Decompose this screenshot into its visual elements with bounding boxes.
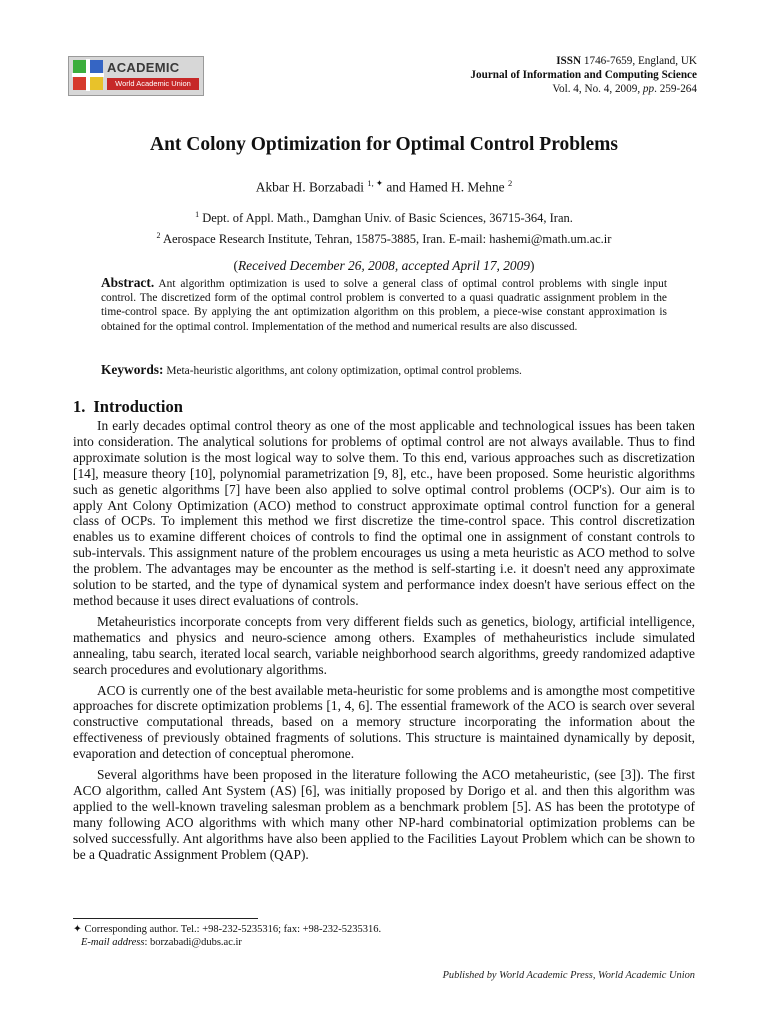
received-open-paren: (	[233, 258, 238, 273]
journal-name: Journal of Information and Computing Science	[470, 69, 697, 81]
footnote-text: Corresponding author. Tel.: +98-232-5235316; fax: +98-232-5235316.	[81, 924, 382, 935]
pages-label: pp	[642, 83, 655, 95]
email-address: borzabadi@dubs.ac.ir	[150, 936, 242, 948]
email-label: E-mail address	[81, 936, 145, 948]
keywords	[101, 362, 667, 378]
footnote-line-1	[73, 924, 381, 937]
affiliation-1	[0, 206, 768, 227]
abstract-text: Ant algorithm optimization is used to solve a general class of optimal control problems with single input control. The discretized form of the optimal control problem is converted to a quasi quadratic assignment problem in the time-control space. By applying the ant optimization algorithm on this problem, a piece-wise constant approximation is obtained for the optimal control. Implementation of the method and numerical results are also discussed.	[101, 278, 667, 333]
affiliation-2-text: Aerospace Research Institute, Tehran, 15875-3885, Iran. E-mail: hashemi@math.um.ac.ir	[160, 232, 612, 247]
logo-name: ACADEMIC	[107, 60, 180, 75]
section-heading	[73, 397, 183, 417]
keywords-label: Keywords:	[101, 362, 164, 377]
logo-band	[107, 78, 199, 90]
section-body	[73, 418, 695, 867]
author-1-affiliation-mark: 1, ✦	[367, 178, 383, 188]
section-number: 1.	[73, 397, 86, 416]
author-conjunction: and	[382, 179, 410, 195]
abstract	[101, 276, 667, 334]
footnote-rule	[73, 918, 258, 919]
pages-range: . 259-264	[654, 83, 697, 95]
received-close-paren: )	[530, 258, 535, 273]
received-dates	[0, 258, 768, 274]
email-separator: :	[144, 936, 151, 948]
volume-line	[470, 82, 697, 96]
author-2-affiliation-mark: 2	[507, 178, 513, 188]
abstract-label: Abstract.	[101, 275, 155, 290]
author-1: Akbar H. Borzabadi	[255, 179, 368, 195]
issn-text: 1746-7659, England, UK	[581, 55, 697, 67]
issn-line	[470, 54, 697, 68]
affiliations	[0, 206, 768, 248]
paragraph: Metaheuristics incorporate concepts from very different fields such as genetics, biology, artificial intelligence, mathematics and physics and neuro-science among others. Examples of methaheuristics include simulated annealing, tabu search, iterated local search, variable neighborhood search algorithms, greedy randomized adaptive search procedures and evolutionary algorithms.	[73, 613, 695, 677]
affiliation-2-number: 2	[156, 231, 161, 241]
affiliation-2	[0, 227, 768, 248]
paragraph: Several algorithms have been proposed in the literature following the ACO metaheuristic, (see [3]). The first ACO algorithm, called Ant System (AS) [6], was initially proposed by Dorigo et al. and then this algorithm was applied to the well-known traveling salesman problem as a benchmark problem [5]. AS has been the prototype of many following ACO algorithms with which many other NP-hard combinatorial optimization problems can be solved successfully. Ant algorithms have also been applied to the Facilities Layout Problem which can be shown to be a Quadratic Assignment Problem (QAP).	[73, 767, 695, 862]
received-text: Received December 26, 2008, accepted April 17, 2009	[237, 258, 531, 273]
paper-title: Ant Colony Optimization for Optimal Control Problems	[150, 134, 618, 155]
issn-label: ISSN	[556, 55, 582, 67]
publisher-footer: Published by World Academic Press, World Academic Union	[442, 970, 695, 981]
journal-logo	[68, 56, 204, 96]
paragraph: In early decades optimal control theory as one of the most applicable and technological issues has been taken into consideration. The analytical solutions for problems of optimal control are not always available. Thus to find approximate solution is the most logical way to solve them. To this end, various approaches such as discretization [14], measure theory [10], polynomial parametrization [9, 8], etc., have been proposed. Some heuristic algorithms such as genetic algorithms [7] have been also applied to solve optimal control problems (OCP's). Our aim is to apply Ant Colony Optimization (ACO) method to construct approximate optimal control function for a general class of OCPs. To implement this method we first discretize the time-control space. This control discretization enables us to examine different choices of controls to find the optimal one in assignment of constant controls to sub-intervals. This assignment nature of the problem encourages us using a meta heuristic as ACO method to solve the problem. The advantages may be encounter as the method is self-starting i.e. it doesn't need any approximate solution to be started, and the type of dynamical system and performance index doesn't have serious effect on the method because it uses direct evaluations of controls.	[73, 418, 695, 608]
volume-text: Vol. 4, No. 4, 2009,	[552, 83, 643, 95]
affiliation-1-number: 1	[195, 210, 200, 219]
footnote-marker: ✦	[73, 924, 82, 935]
footnote	[73, 924, 381, 949]
journal-header	[470, 54, 697, 96]
author-line	[0, 178, 768, 195]
logo-grid-icon	[72, 59, 104, 91]
paragraph: ACO is currently one of the best available meta-heuristic for some problems and is amongthe most competitive approaches for discrete optimization problems [1, 4, 6]. The essential framework of the ACO is search over several constructive computational threads, based on a memory structure incorporating the information about the effectiveness of previously obtained fragments of solutions. This structure is maintained dynamically by deposit, evaporation and detection of conceptual pheromone.	[73, 682, 695, 762]
keywords-text: Meta-heuristic algorithms, ant colony optimization, optimal control problems.	[163, 365, 522, 377]
author-2: Hamed H. Mehne	[409, 179, 508, 195]
logo-subtitle: World Academic Union	[115, 79, 191, 88]
affiliation-1-text: Dept. of Appl. Math., Damghan Univ. of Basic Sciences, 36715-364, Iran.	[199, 211, 573, 226]
section-title: Introduction	[93, 397, 183, 416]
footnote-line-2	[73, 937, 381, 950]
